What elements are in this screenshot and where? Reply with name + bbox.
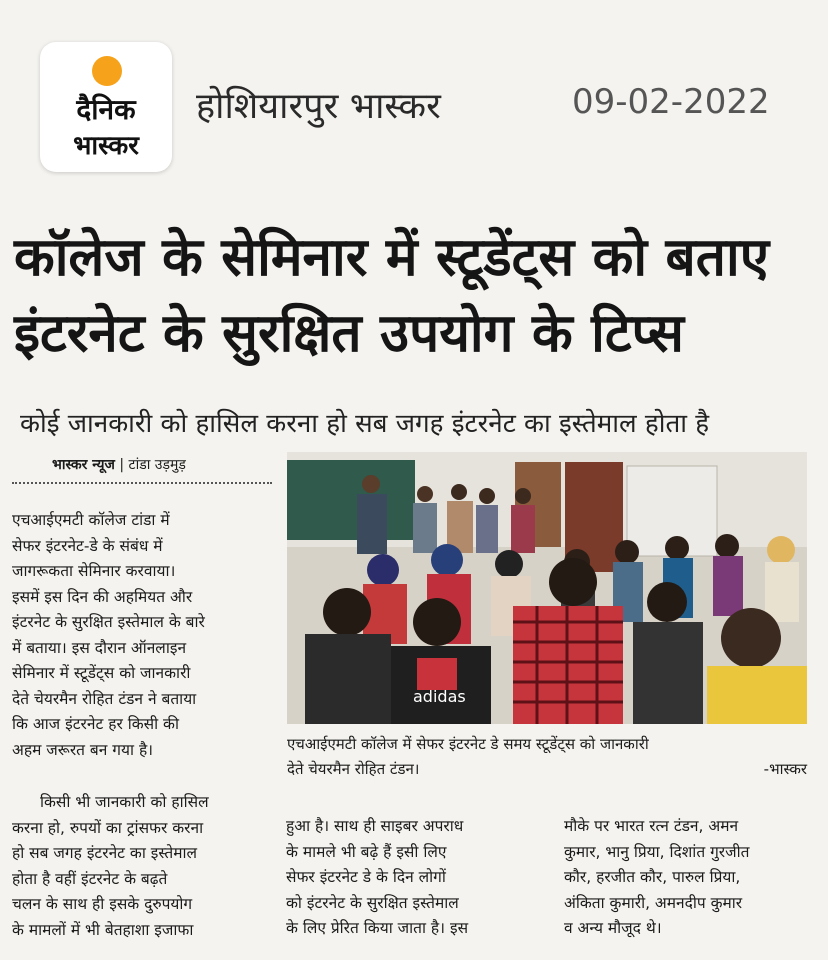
article-line: सेमिनार में स्टूडेंट्स को जानकारी [12, 664, 191, 682]
seminar-photo-illustration [287, 452, 807, 724]
sun-icon [92, 56, 122, 86]
article-line: अहम जरूरत बन गया है। [12, 740, 154, 759]
article-column-left [12, 508, 274, 763]
article-line: देते चेयरमैन रोहित टंडन ने बताया [12, 689, 197, 708]
byline-place: टांडा उड़मुड़ [128, 457, 186, 473]
article-line: व अन्य मौजूद थे। [564, 919, 662, 937]
article-line: इंटरनेट के सुरक्षित इस्तेमाल के बारे [12, 613, 205, 631]
article-line: के मामले भी बढ़े हैं इसी लिए [286, 842, 447, 861]
byline [52, 455, 186, 474]
article-line: होता है वहीं इंटरनेट के बढ़ते [12, 869, 168, 888]
caption-line2: देते चेयरमैन रोहित टंडन। [287, 760, 420, 778]
article-column-middle [286, 814, 548, 942]
logo-line1: दैनिक [76, 93, 136, 126]
article-column-right [564, 814, 816, 942]
headline-line2: इंटरनेट के सुरक्षित उपयोग के टिप्स [14, 303, 685, 364]
headline [14, 220, 814, 372]
article-line: अंकिता कुमारी, अमनदीप कुमार [564, 893, 743, 912]
article-line: कि आज इंटरनेट हर किसी की [12, 715, 179, 733]
article-line: किसी भी जानकारी को हासिल [40, 793, 209, 811]
photo-caption [287, 732, 807, 782]
article-column-left-lower [12, 790, 274, 943]
article-line: कुमार, भानु प्रिया, दिशांत गुरजीत [564, 842, 750, 861]
edition-date: 09-02-2022 [572, 82, 770, 122]
newspaper-logo [40, 42, 172, 172]
byline-separator: | [119, 457, 129, 473]
article-line: के लिए प्रेरित किया जाता है। इस [286, 919, 469, 937]
logo-line2: भास्कर [73, 131, 139, 161]
subheadline: कोई जानकारी को हासिल करना हो सब जगह इंटरनेट का इस्तेमाल होता है [20, 409, 710, 439]
caption-line1: एचआईएमटी कॉलेज में सेफर इंटरनेट डे समय स्टूडेंट्स को जानकारी [287, 735, 649, 753]
article-line: एचआईएमटी कॉलेज टांडा में [12, 511, 170, 529]
article-line: करना हो, रुपयों का ट्रांसफर करना [12, 818, 204, 837]
photo-credit: -भास्कर [763, 760, 807, 778]
seminar-photo [287, 452, 807, 724]
shirt-print: adidas [413, 687, 466, 706]
byline-source: भास्कर न्यूज [52, 457, 115, 473]
article-line: के मामलों में भी बेतहाशा इजाफा [12, 920, 194, 939]
article-line: सेफर इंटरनेट-डे के संबंध में [12, 536, 163, 555]
article-line: हो सब जगह इंटरनेट का इस्तेमाल [12, 844, 198, 862]
article-line: कौर, हरजीत कौर, पारुल प्रिया, [564, 868, 741, 886]
article-line: चलन के साथ ही इसके दुरुपयोग [12, 895, 193, 913]
article-line: में बताया। इस दौरान ऑनलाइन [12, 638, 187, 657]
article-line: जागरूकता सेमिनार करवाया। [12, 562, 176, 580]
headline-line1: कॉलेज के सेमिनार में स्टूडेंट्स को बताए [14, 227, 770, 288]
edition-name: होशियारपुर भास्कर [196, 86, 441, 127]
article-line: इसमें इस दिन की अहमियत और [12, 587, 193, 606]
byline-divider [12, 482, 272, 484]
article-line: मौके पर भारत रत्न टंडन, अमन [564, 817, 739, 835]
article-line: हुआ है। साथ ही साइबर अपराध [286, 817, 464, 835]
article-line: को इंटरनेट के सुरक्षित इस्तेमाल [286, 893, 459, 912]
article-line: सेफर इंटरनेट डे के दिन लोगों [286, 868, 446, 886]
